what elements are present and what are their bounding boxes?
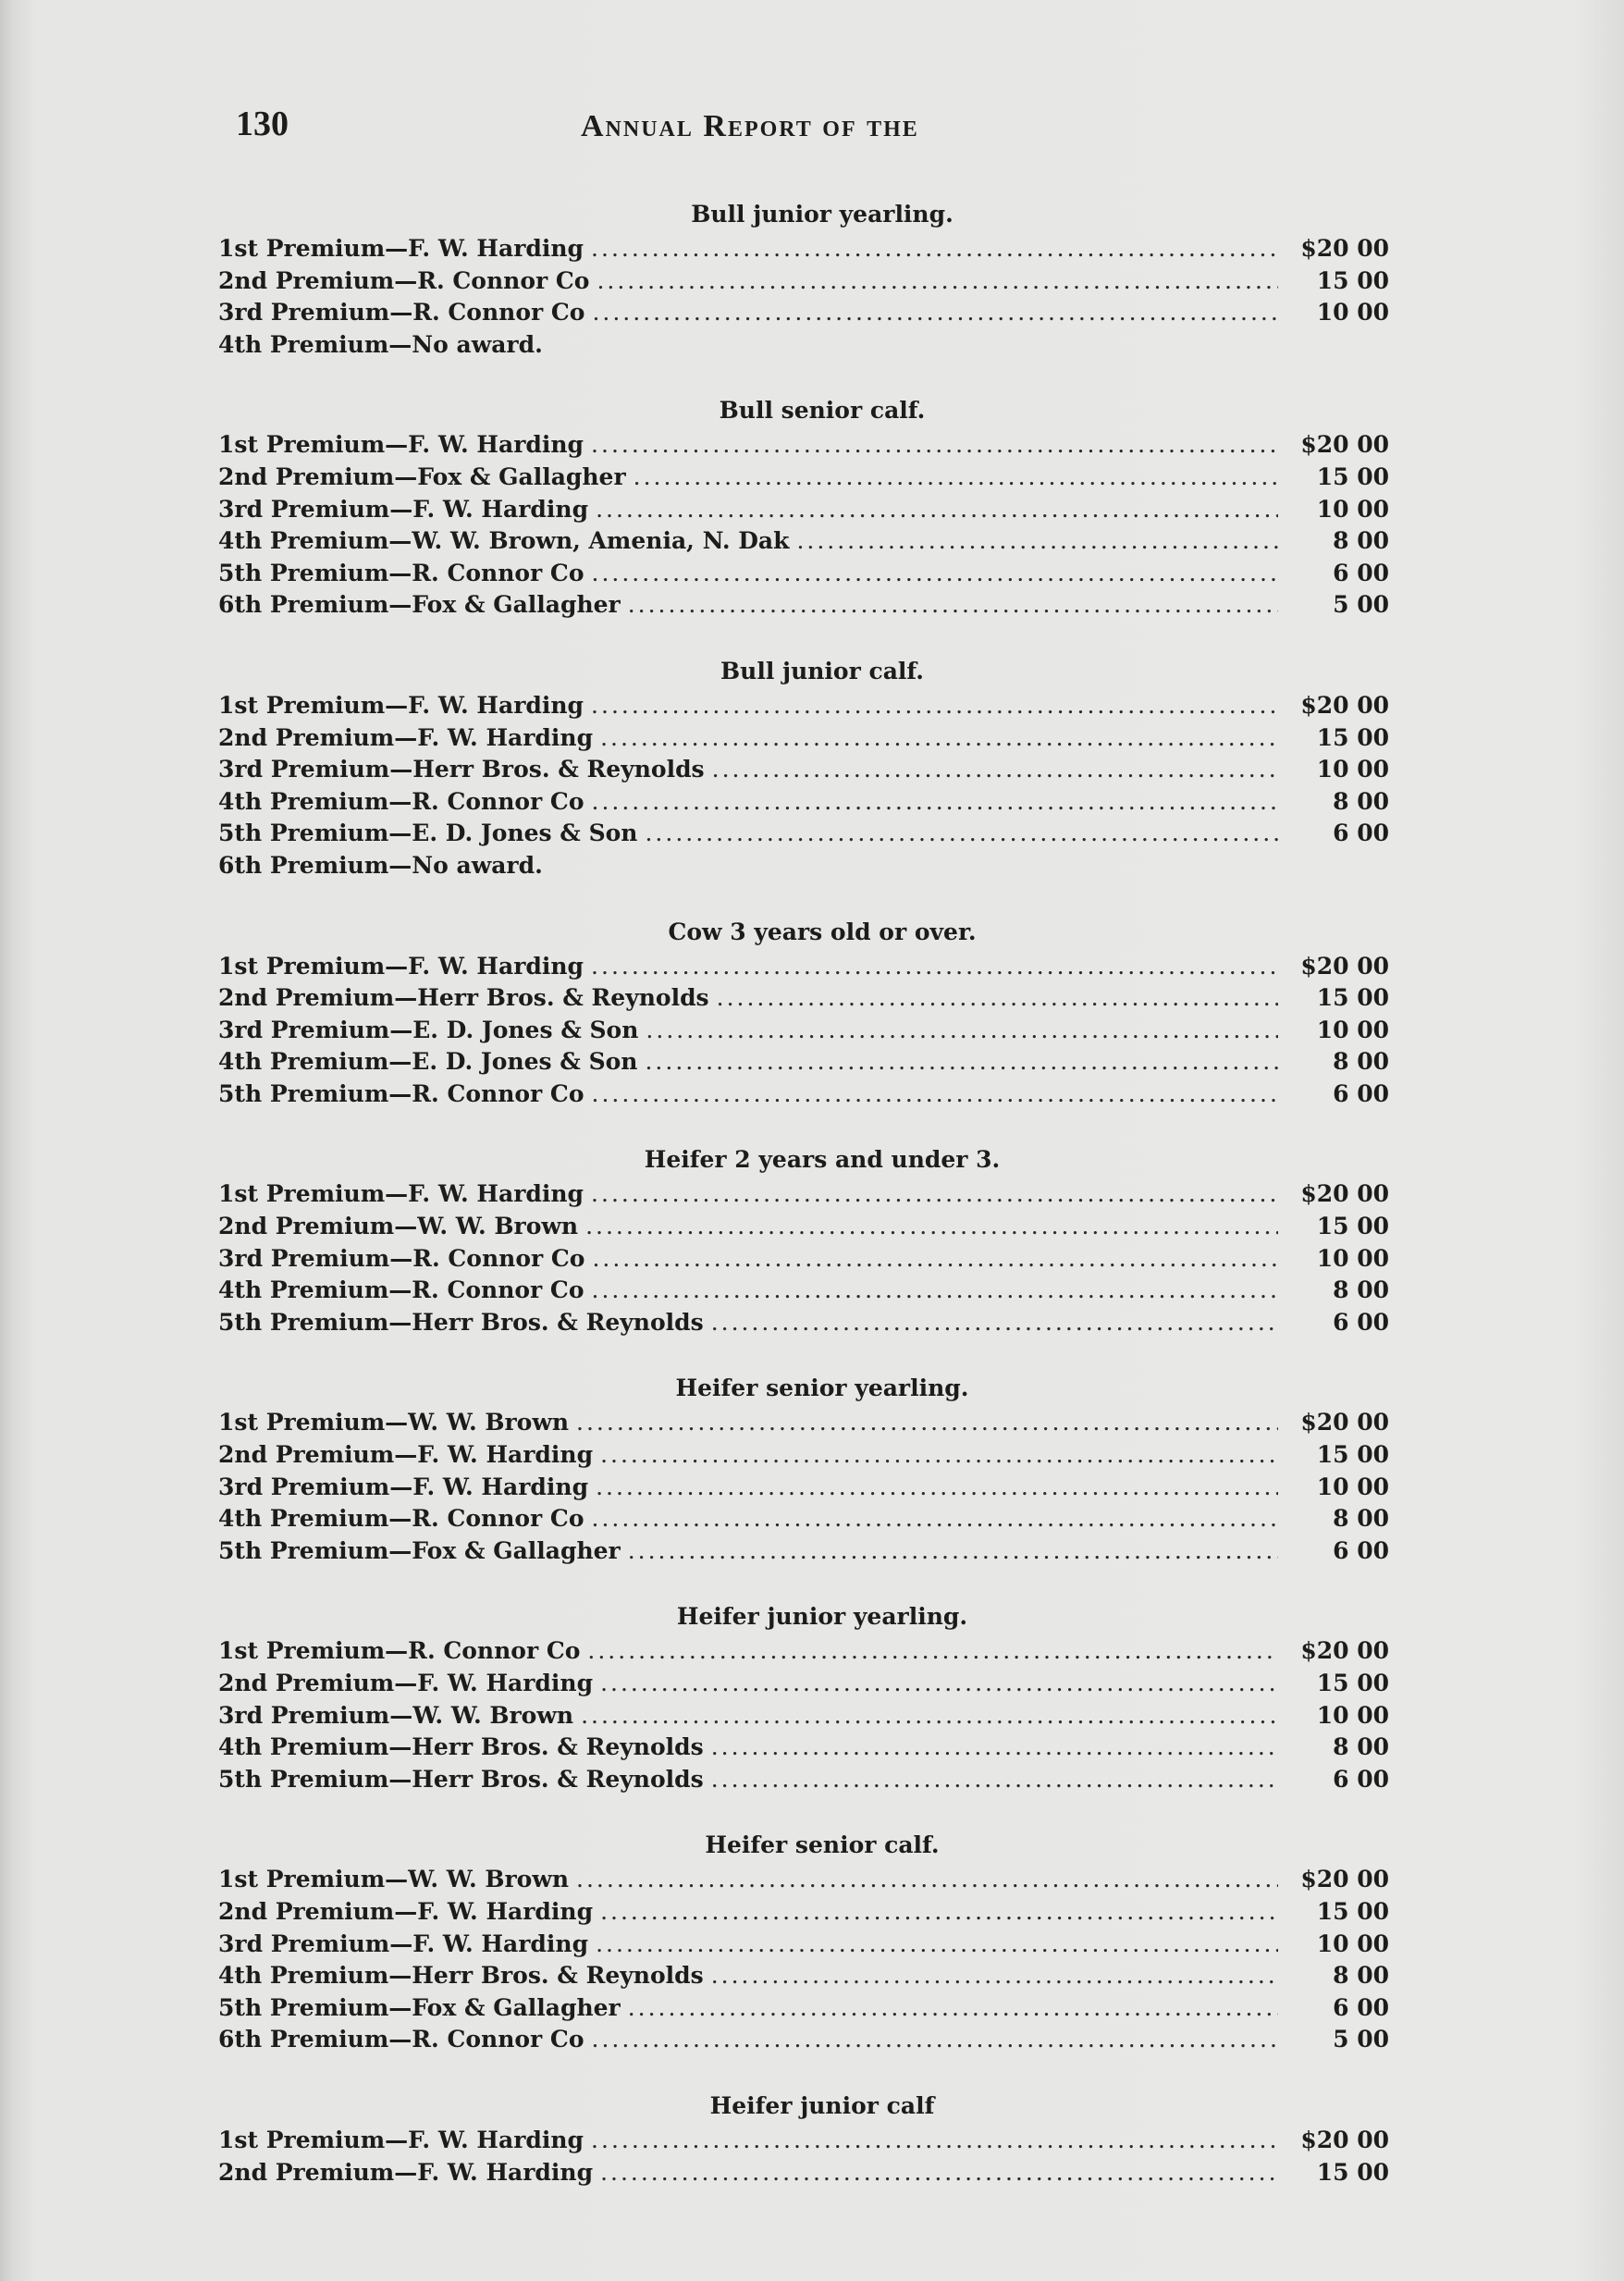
premium-row xyxy=(218,2024,1389,2056)
premium-section xyxy=(218,1143,1389,1338)
premium-section xyxy=(218,655,1389,882)
premium-row xyxy=(218,1472,1389,1504)
dot-leader xyxy=(628,1992,1278,2025)
dot-leader xyxy=(600,1668,1278,1700)
premium-section xyxy=(218,394,1389,622)
premium-row xyxy=(218,1635,1389,1668)
premium-amount: $20 00 xyxy=(1300,952,1389,980)
premium-label: 5th Premium—R. Connor Co xyxy=(218,559,584,586)
premium-section xyxy=(218,1829,1389,2056)
premium-label: 4th Premium—R. Connor Co xyxy=(218,787,584,815)
premium-amount: 6 00 xyxy=(1333,1993,1389,2021)
premium-amount: $20 00 xyxy=(1300,691,1389,719)
dot-leader xyxy=(596,1929,1278,1961)
premium-label: 2nd Premium—Fox & Gallagher xyxy=(218,462,626,490)
premium-label: 4th Premium—R. Connor Co xyxy=(218,1276,584,1304)
dot-leader xyxy=(576,1407,1278,1439)
premium-label: 2nd Premium—F. W. Harding xyxy=(218,1441,594,1469)
premium-row xyxy=(218,589,1389,622)
premium-label: 1st Premium—F. W. Harding xyxy=(218,235,584,262)
premium-amount: $20 00 xyxy=(1300,2126,1389,2153)
section-heading: Bull junior yearling. xyxy=(691,201,953,228)
dot-leader xyxy=(592,558,1278,590)
premium-row xyxy=(218,1243,1389,1276)
premium-amount: 10 00 xyxy=(1316,299,1389,327)
premium-amount: 15 00 xyxy=(1316,1897,1389,1925)
premium-label: 2nd Premium—Herr Bros. & Reynolds xyxy=(218,984,709,1012)
dot-leader xyxy=(592,1243,1278,1276)
dot-leader xyxy=(592,2024,1278,2056)
premium-row xyxy=(218,462,1389,494)
dot-leader xyxy=(592,297,1278,329)
premium-row xyxy=(218,1700,1389,1732)
premium-row xyxy=(218,329,1389,362)
premium-label: 3rd Premium—E. D. Jones & Son xyxy=(218,1016,639,1043)
premium-amount: 8 00 xyxy=(1333,1733,1389,1761)
premium-label: 1st Premium—F. W. Harding xyxy=(218,431,584,459)
premium-label: 1st Premium—F. W. Harding xyxy=(218,1180,584,1208)
dot-leader xyxy=(645,1046,1278,1079)
premium-label: 2nd Premium—F. W. Harding xyxy=(218,2158,594,2186)
premium-section xyxy=(218,916,1389,1111)
dot-leader xyxy=(587,1635,1278,1668)
premium-amount: 8 00 xyxy=(1333,1276,1389,1304)
premium-label: 2nd Premium—R. Connor Co xyxy=(218,266,590,294)
premium-amount: 10 00 xyxy=(1316,756,1389,783)
premium-amount: 6 00 xyxy=(1333,1536,1389,1564)
premium-amount: $20 00 xyxy=(1300,235,1389,262)
premium-row xyxy=(218,1732,1389,1764)
dot-leader xyxy=(581,1700,1278,1732)
premium-row xyxy=(218,786,1389,819)
section-heading: Bull junior calf. xyxy=(720,657,924,684)
premium-section xyxy=(218,1600,1389,1795)
premium-amount: 15 00 xyxy=(1316,266,1389,294)
premium-row xyxy=(218,1503,1389,1535)
premium-row xyxy=(218,429,1389,462)
premium-row xyxy=(218,1960,1389,1992)
premium-row xyxy=(218,1864,1389,1896)
premium-row xyxy=(218,1439,1389,1472)
premium-row xyxy=(218,690,1389,722)
premium-row xyxy=(218,850,1389,882)
dot-leader xyxy=(711,1307,1278,1339)
premium-label: 4th Premium—W. W. Brown, Amenia, N. Dak xyxy=(218,527,790,555)
section-heading: Cow 3 years old or over. xyxy=(668,918,977,945)
premium-label: 1st Premium—W. W. Brown xyxy=(218,1409,570,1436)
dot-leader xyxy=(585,1211,1278,1243)
premium-amount: 8 00 xyxy=(1333,1962,1389,1990)
premium-row xyxy=(218,1046,1389,1079)
premium-row xyxy=(218,2157,1389,2189)
premium-section xyxy=(218,2090,1389,2189)
premium-label: 5th Premium—Herr Bros. & Reynolds xyxy=(218,1308,704,1336)
section-heading: Heifer senior yearling. xyxy=(675,1375,969,1402)
premium-label: 3rd Premium—F. W. Harding xyxy=(218,1930,589,1957)
dot-leader xyxy=(596,494,1278,526)
premium-amount: 15 00 xyxy=(1316,984,1389,1012)
premium-row xyxy=(218,2125,1389,2157)
premium-amount: 6 00 xyxy=(1333,559,1389,586)
premium-row xyxy=(218,265,1389,298)
premium-amount: 6 00 xyxy=(1333,1765,1389,1793)
premium-label: 4th Premium—No award. xyxy=(218,330,543,358)
premium-row xyxy=(218,558,1389,590)
premium-amount: $20 00 xyxy=(1300,1637,1389,1665)
premium-label: 5th Premium—Fox & Gallagher xyxy=(218,1536,621,1564)
premium-label: 5th Premium—Herr Bros. & Reynolds xyxy=(218,1765,704,1793)
premium-row xyxy=(218,1015,1389,1047)
premium-label: 3rd Premium—W. W. Brown xyxy=(218,1701,574,1729)
premium-row xyxy=(218,1275,1389,1307)
premium-label: 2nd Premium—W. W. Brown xyxy=(218,1213,579,1240)
premium-label: 4th Premium—Herr Bros. & Reynolds xyxy=(218,1733,704,1761)
premium-amount: 8 00 xyxy=(1333,527,1389,555)
dot-leader xyxy=(592,1275,1278,1307)
premium-amount: 10 00 xyxy=(1316,1016,1389,1043)
page-number: 130 xyxy=(236,105,289,143)
dot-leader xyxy=(711,1732,1278,1764)
premium-label: 1st Premium—W. W. Brown xyxy=(218,1866,570,1893)
premium-row xyxy=(218,1079,1389,1111)
premium-amount: 8 00 xyxy=(1333,787,1389,815)
premium-amount: 10 00 xyxy=(1316,1244,1389,1272)
premium-label: 3rd Premium—R. Connor Co xyxy=(218,299,585,327)
premium-amount: 8 00 xyxy=(1333,1505,1389,1533)
premium-amount: 10 00 xyxy=(1316,1930,1389,1957)
premium-row xyxy=(218,494,1389,526)
premium-label: 6th Premium—Fox & Gallagher xyxy=(218,591,621,619)
premium-section xyxy=(218,1372,1389,1567)
premium-amount: 10 00 xyxy=(1316,1473,1389,1500)
dot-leader xyxy=(712,754,1278,786)
premium-amount: 10 00 xyxy=(1316,495,1389,523)
premium-section xyxy=(218,198,1389,361)
premium-amount: 15 00 xyxy=(1316,1213,1389,1240)
premium-row xyxy=(218,754,1389,786)
dot-leader xyxy=(711,1960,1278,1992)
premium-label: 3rd Premium—F. W. Harding xyxy=(218,495,589,523)
premium-label: 1st Premium—F. W. Harding xyxy=(218,952,584,980)
premium-amount: 5 00 xyxy=(1333,2026,1389,2053)
premium-row xyxy=(218,982,1389,1015)
premium-label: 2nd Premium—F. W. Harding xyxy=(218,1670,594,1696)
dot-leader xyxy=(628,1535,1278,1568)
premium-row xyxy=(218,1307,1389,1339)
section-heading: Bull senior calf. xyxy=(719,397,926,425)
section-heading: Heifer 2 years and under 3. xyxy=(644,1146,1001,1174)
premium-amount: 5 00 xyxy=(1333,591,1389,619)
dot-leader xyxy=(717,982,1278,1015)
dot-leader xyxy=(646,1015,1278,1047)
premium-label: 1st Premium—F. W. Harding xyxy=(218,2126,584,2153)
section-heading: Heifer junior yearling. xyxy=(676,1603,968,1631)
dot-leader xyxy=(597,265,1278,298)
premium-row xyxy=(218,1896,1389,1929)
premium-row xyxy=(218,1668,1389,1700)
dot-leader xyxy=(591,233,1278,265)
dot-leader xyxy=(600,2157,1278,2189)
section-heading: Heifer senior calf. xyxy=(705,1831,940,1859)
dot-leader xyxy=(645,818,1278,850)
premium-label: 5th Premium—Fox & Gallagher xyxy=(218,1993,621,2021)
dot-leader xyxy=(600,722,1278,755)
premium-label: 2nd Premium—F. W. Harding xyxy=(218,723,594,751)
dot-leader xyxy=(591,951,1278,983)
premium-amount: 15 00 xyxy=(1316,1670,1389,1696)
premium-row xyxy=(218,818,1389,850)
premium-amount: $20 00 xyxy=(1300,431,1389,459)
premium-row xyxy=(218,525,1389,558)
dot-leader xyxy=(592,786,1278,819)
premium-list xyxy=(218,198,1389,2222)
premium-label: 5th Premium—E. D. Jones & Son xyxy=(218,820,638,847)
premium-row xyxy=(218,1764,1389,1796)
premium-label: 6th Premium—No award. xyxy=(218,851,543,879)
premium-label: 4th Premium—E. D. Jones & Son xyxy=(218,1048,638,1076)
dot-leader xyxy=(592,1503,1278,1535)
dot-leader xyxy=(576,1864,1278,1896)
premium-amount: 6 00 xyxy=(1333,820,1389,847)
premium-row xyxy=(218,1929,1389,1961)
premium-label: 4th Premium—Herr Bros. & Reynolds xyxy=(218,1962,704,1990)
premium-row xyxy=(218,1535,1389,1568)
premium-amount: $20 00 xyxy=(1300,1409,1389,1436)
premium-amount: 8 00 xyxy=(1333,1048,1389,1076)
premium-label: 1st Premium—F. W. Harding xyxy=(218,691,584,719)
dot-leader xyxy=(591,1178,1278,1211)
premium-amount: 10 00 xyxy=(1316,1701,1389,1729)
dot-leader xyxy=(591,429,1278,462)
dot-leader xyxy=(711,1764,1278,1796)
premium-row xyxy=(218,297,1389,329)
dot-leader xyxy=(591,690,1278,722)
premium-label: 4th Premium—R. Connor Co xyxy=(218,1505,584,1533)
premium-label: 6th Premium—R. Connor Co xyxy=(218,2026,584,2053)
dot-leader xyxy=(596,1472,1278,1504)
section-heading: Heifer junior calf xyxy=(709,2091,935,2119)
premium-label: 2nd Premium—F. W. Harding xyxy=(218,1897,594,1925)
dot-leader xyxy=(634,462,1278,494)
premium-label: 5th Premium—R. Connor Co xyxy=(218,1079,584,1107)
premium-row xyxy=(218,951,1389,983)
premium-amount: $20 00 xyxy=(1300,1866,1389,1893)
premium-amount: 15 00 xyxy=(1316,462,1389,490)
premium-amount: $20 00 xyxy=(1300,1180,1389,1208)
dot-leader xyxy=(600,1439,1278,1472)
dot-leader xyxy=(796,525,1278,558)
premium-row xyxy=(218,1407,1389,1439)
premium-row xyxy=(218,1992,1389,2025)
premium-amount: 15 00 xyxy=(1316,1441,1389,1469)
premium-label: 3rd Premium—F. W. Harding xyxy=(218,1473,589,1500)
dot-leader xyxy=(591,2125,1278,2157)
dot-leader xyxy=(628,589,1278,622)
premium-row xyxy=(218,233,1389,265)
premium-row xyxy=(218,722,1389,755)
premium-label: 3rd Premium—R. Connor Co xyxy=(218,1244,585,1272)
premium-label: 1st Premium—R. Connor Co xyxy=(218,1637,581,1665)
dot-leader xyxy=(600,1896,1278,1929)
running-title: Annual Report of the xyxy=(581,109,919,143)
premium-amount: 15 00 xyxy=(1316,723,1389,751)
premium-row xyxy=(218,1178,1389,1211)
dot-leader xyxy=(592,1079,1278,1111)
premium-row xyxy=(218,1211,1389,1243)
premium-amount: 6 00 xyxy=(1333,1308,1389,1336)
premium-label: 3rd Premium—Herr Bros. & Reynolds xyxy=(218,756,705,783)
premium-amount: 6 00 xyxy=(1333,1079,1389,1107)
page-header xyxy=(0,104,1624,159)
premium-amount: 15 00 xyxy=(1316,2158,1389,2186)
